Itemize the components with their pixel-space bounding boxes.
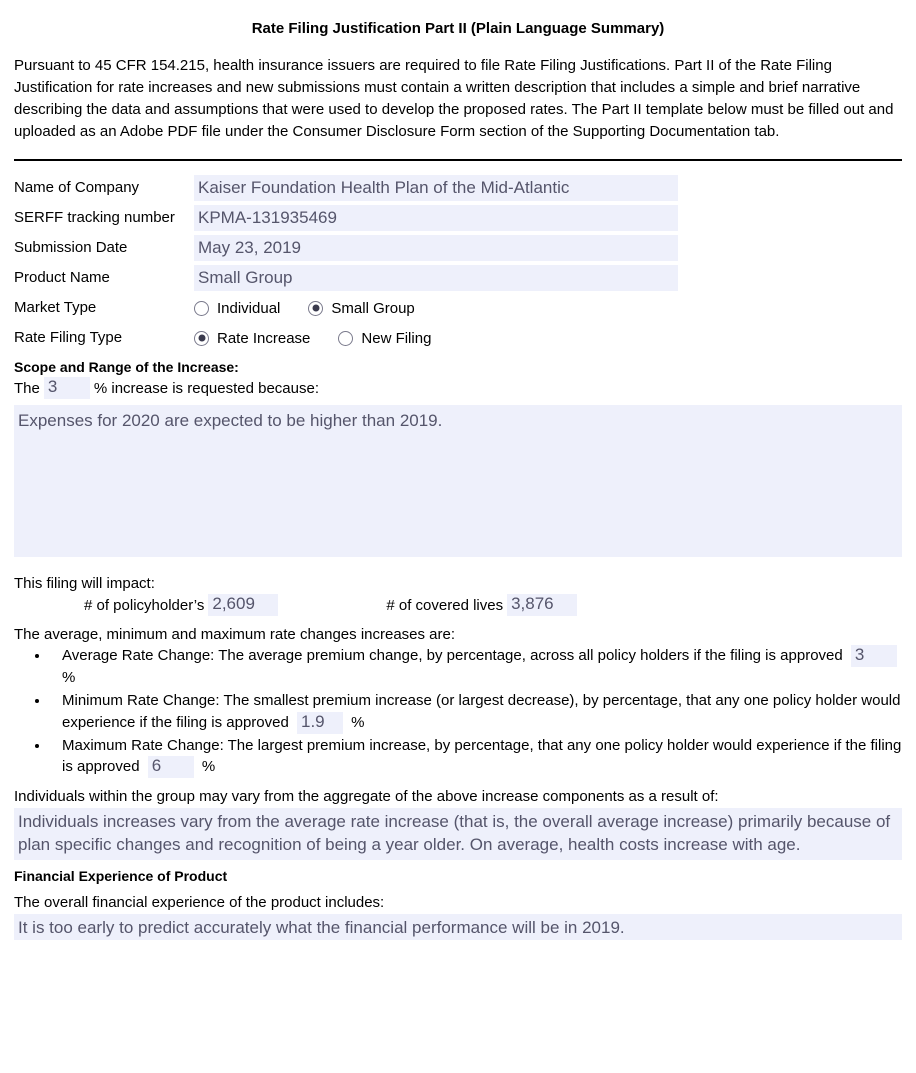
filing-type-option-new-filing[interactable]: [338, 330, 431, 347]
row-serff: [14, 205, 902, 231]
submission-date-label: Submission Date: [14, 239, 128, 257]
radio-icon[interactable]: [194, 301, 209, 316]
row-rate-filing-type: [14, 325, 902, 351]
scope-percent-line: [14, 377, 902, 399]
scope-heading: Scope and Range of the Increase:: [14, 359, 239, 376]
market-type-radio-group: [194, 300, 443, 317]
market-type-option-individual[interactable]: [194, 300, 280, 317]
impact-heading: This filing will impact:: [14, 575, 155, 593]
radio-selected-icon[interactable]: [194, 331, 209, 346]
rate-changes-list: [14, 645, 902, 778]
average-rate-change-field[interactable]: 3: [851, 645, 897, 667]
policyholders-label: # of policyholder’s: [84, 596, 205, 614]
maximum-rate-change-text: Maximum Rate Change: The largest premium increase, by percentage, that any one policy holder would experience if the filing is approved: [62, 736, 902, 776]
variation-textarea[interactable]: Individuals increases vary from the average rate increase (that is, the overall average increase) primarily because of plan specific changes and recognition of being a year older. On average, health costs increase with age.: [14, 808, 902, 860]
radio-selected-icon[interactable]: [308, 301, 323, 316]
row-market-type: [14, 295, 902, 321]
financial-experience-intro: The overall financial experience of the product includes:: [14, 894, 385, 912]
rate-changes-intro: The average, minimum and maximum rate changes increases are:: [14, 626, 456, 644]
minimum-rate-change-field[interactable]: 1.9: [297, 712, 343, 734]
scope-line-prefix: The: [14, 379, 40, 397]
financial-experience-heading: Financial Experience of Product: [14, 868, 228, 885]
scope-percent-field[interactable]: 3: [44, 377, 90, 399]
product-name-label: Product Name: [14, 269, 110, 287]
minimum-rate-change-unit: %: [351, 713, 365, 731]
rate-filing-type-radio-group: [194, 330, 459, 347]
market-type-label: Market Type: [14, 299, 97, 317]
intro-paragraph: Pursuant to 45 CFR 154.215, health insurance issuers are required to file Rate Filing Justifications. Part II of the Rate Filing Justification for rate increases and new submissions must contain a written description that includes a simple and brief narrative describing the data and assumptions that were used to develop the proposed rates. The Part II template below must be filled out and uploaded as an Adobe PDF file under the Consumer Disclosure Form section of the Supporting Documentation tab.: [14, 57, 894, 141]
covered-lives-field[interactable]: 3,876: [507, 594, 577, 616]
product-name-field[interactable]: Small Group: [194, 265, 678, 291]
scope-line-suffix: % increase is requested because:: [93, 379, 319, 397]
company-label: Name of Company: [14, 179, 140, 197]
market-type-option-small-group[interactable]: [308, 300, 414, 317]
filing-type-option-rate-increase-label: Rate Increase: [217, 329, 311, 347]
list-item: [50, 645, 902, 689]
covered-lives-label: # of covered lives: [386, 596, 504, 614]
maximum-rate-change-field[interactable]: 6: [148, 756, 194, 778]
financial-experience-textarea[interactable]: It is too early to predict accurately what the financial performance will be in 2019.: [14, 914, 902, 940]
scope-reason-textarea[interactable]: Expenses for 2020 are expected to be higher than 2019.: [14, 405, 902, 557]
impact-values-row: [14, 594, 902, 616]
radio-icon[interactable]: [338, 331, 353, 346]
serff-label: SERFF tracking number: [14, 209, 175, 227]
minimum-rate-change-text: Minimum Rate Change: The smallest premium increase (or largest decrease), by percentage, that any one policy holder would experience if the filing is approved: [62, 691, 901, 731]
market-type-option-individual-label: Individual: [217, 299, 281, 317]
filing-form: [14, 175, 902, 351]
variation-intro: Individuals within the group may vary from the aggregate of the above increase components as a result of:: [14, 788, 719, 806]
average-rate-change-unit: %: [62, 669, 76, 687]
list-item: [50, 735, 902, 779]
row-company: [14, 175, 902, 201]
maximum-rate-change-unit: %: [201, 758, 216, 776]
policyholders-field[interactable]: 2,609: [208, 594, 278, 616]
filing-type-option-new-filing-label: New Filing: [361, 329, 432, 347]
divider: [14, 159, 902, 161]
list-item: [50, 690, 902, 734]
serff-field[interactable]: KPMA-131935469: [194, 205, 678, 231]
average-rate-change-text: Average Rate Change: The average premium change, by percentage, across all policy holders if the filing is approved: [62, 647, 843, 665]
row-product-name: [14, 265, 902, 291]
submission-date-field[interactable]: May 23, 2019: [194, 235, 678, 261]
filing-type-option-rate-increase[interactable]: [194, 330, 310, 347]
page-title: Rate Filing Justification Part II (Plain Language Summary): [251, 20, 665, 37]
row-submission-date: [14, 235, 902, 261]
company-field[interactable]: Kaiser Foundation Health Plan of the Mid-Atlantic: [194, 175, 678, 201]
market-type-option-small-group-label: Small Group: [331, 299, 415, 317]
rate-filing-type-label: Rate Filing Type: [14, 329, 123, 347]
